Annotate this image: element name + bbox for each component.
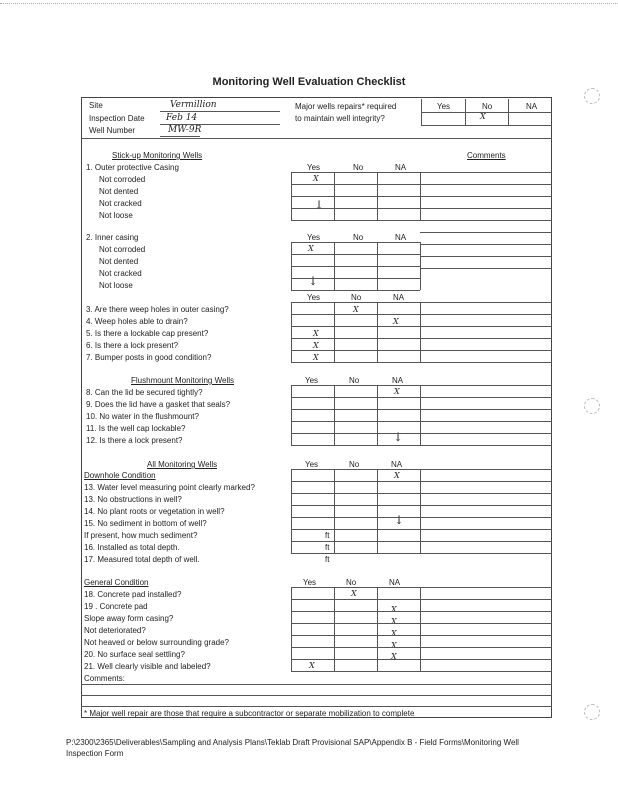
grid-line	[291, 350, 420, 351]
question-5: 5. Is there a lockable cap present?	[86, 329, 209, 338]
mark-arrow: ↓	[394, 513, 405, 527]
grid-line	[291, 469, 420, 470]
inner-item: Not dented	[99, 257, 139, 266]
outer-item: Not dented	[99, 187, 139, 196]
mark-arrow: ↓	[308, 274, 319, 288]
grid-line	[81, 706, 552, 707]
grid-line	[291, 599, 420, 600]
grid-line	[291, 397, 420, 398]
mark-yes: X	[313, 174, 319, 183]
grid-line	[420, 326, 552, 327]
col-na: NA	[395, 163, 407, 172]
col-no: No	[353, 233, 364, 242]
grid-line	[291, 172, 292, 220]
grid-line	[291, 659, 420, 660]
grid-line	[420, 350, 552, 351]
grid-line	[420, 541, 552, 542]
col-na: NA	[391, 460, 403, 469]
stickup-heading: Stick-up Monitoring Wells	[112, 151, 203, 160]
grid-line	[334, 172, 335, 220]
grid-line	[420, 302, 421, 362]
unit-ft: ft	[325, 531, 330, 540]
grid-line	[420, 671, 552, 672]
grid-line	[420, 481, 552, 482]
grid-line	[420, 242, 421, 290]
grid-line	[334, 242, 335, 290]
grid-line	[291, 469, 292, 553]
grid-line	[291, 385, 420, 386]
grid-line	[420, 244, 552, 245]
grid-line	[377, 587, 378, 671]
footer-path: P:\2300\2365\Deliverables\Sampling and Analysis Plans\Teklab Draft Provisional SAP\Appendix B - Field Forms\Monitoring Well Inspection Form	[66, 738, 519, 758]
comments-label: Comments:	[84, 674, 125, 683]
col-na: NA	[393, 293, 405, 302]
grid-line	[420, 635, 552, 636]
question-7: 7. Bumper posts in good condition?	[86, 353, 212, 362]
mark-yes: X	[308, 244, 314, 253]
mark-na: X	[394, 471, 400, 480]
grid-line	[291, 517, 420, 518]
question-18: 18. Concrete pad installed?	[84, 590, 182, 599]
mark-na: X	[393, 317, 399, 326]
grid-line	[291, 172, 420, 173]
grid-line	[377, 385, 378, 445]
question-15: 15. No sediment in bottom of well?	[84, 519, 207, 528]
question-10: 10. No water in the flushmount?	[86, 412, 199, 421]
inner-item: Not cracked	[99, 269, 142, 278]
question-15-sediment: If present, how much sediment?	[84, 531, 198, 540]
question-20: 20. No surface seal settling?	[84, 650, 185, 659]
grid-line	[420, 409, 552, 410]
mark-yes: X	[309, 661, 315, 670]
grid-line	[291, 433, 420, 434]
outer-casing-question: 1. Outer protective Casing	[86, 163, 179, 172]
repairs-col-no: No	[482, 102, 493, 111]
grid-line	[291, 635, 420, 636]
repairs-question-line2: to maintain well integrity?	[295, 114, 385, 123]
grid-line	[377, 242, 378, 290]
grid-line	[81, 695, 552, 696]
grid-line	[420, 385, 552, 386]
grid-line	[291, 421, 420, 422]
question-14: 14. No plant roots or vegetation in well?	[84, 507, 225, 516]
grid-line	[291, 529, 420, 530]
col-yes: Yes	[307, 233, 321, 242]
grid-line	[420, 385, 421, 445]
grid-line	[334, 469, 335, 553]
inspection-date-value: Feb 14	[166, 113, 198, 123]
grid-line	[291, 671, 420, 672]
question-17: 17. Measured total depth of well.	[84, 555, 200, 564]
site-label: Site	[89, 101, 103, 110]
grid-line	[420, 587, 552, 588]
flushmount-heading: Flushmount Monitoring Wells	[131, 376, 235, 385]
punch-hole	[584, 704, 600, 720]
repairs-mark-no: X	[480, 112, 486, 121]
mark-yes: X	[313, 353, 319, 362]
grid-line	[291, 541, 420, 542]
question-19: 19 . Concrete pad	[84, 602, 148, 611]
grid-line	[377, 172, 378, 220]
repairs-grid-line	[421, 112, 552, 113]
grid-line	[420, 268, 552, 269]
col-yes: Yes	[307, 293, 321, 302]
grid-line	[377, 302, 378, 362]
question-13a: 13. Water level measuring point clearly marked?	[84, 483, 255, 492]
grid-line	[291, 611, 420, 612]
punch-hole	[584, 88, 600, 104]
grid-line	[291, 385, 292, 445]
grid-line	[420, 517, 552, 518]
grid-line	[420, 184, 552, 185]
question-21: 21. Well clearly visible and labeled?	[84, 662, 211, 671]
grid-line	[291, 302, 292, 362]
grid-line	[420, 599, 552, 600]
question-16: 16. Installed as total depth.	[84, 543, 180, 552]
inner-item: Not loose	[99, 281, 133, 290]
grid-line	[420, 196, 552, 197]
question-4: 4. Weep holes able to drain?	[86, 317, 188, 326]
grid-line	[291, 445, 420, 446]
grid-line	[420, 433, 552, 434]
col-yes: Yes	[307, 163, 321, 172]
grid-line	[420, 338, 552, 339]
question-19b: Not deteriorated?	[84, 626, 146, 635]
allwells-heading: All Monitoring Wells	[147, 460, 218, 469]
grid-line	[420, 256, 552, 257]
repairs-grid-line	[421, 99, 422, 125]
grid-line	[291, 481, 420, 482]
col-no: No	[349, 376, 360, 385]
mark-na: X	[391, 617, 397, 626]
grid-line	[420, 397, 552, 398]
grid-line	[81, 684, 552, 685]
grid-line	[291, 314, 420, 315]
grid-line	[334, 587, 335, 671]
question-12: 12. Is there a lock present?	[86, 436, 183, 445]
grid-line	[81, 138, 552, 139]
grid-line	[291, 196, 420, 197]
site-underline	[160, 111, 280, 112]
grid-line	[334, 385, 335, 445]
unit-ft: ft	[325, 543, 330, 552]
grid-line	[291, 242, 292, 290]
grid-line	[291, 242, 420, 243]
col-no: No	[349, 460, 360, 469]
mark-no: X	[353, 305, 359, 314]
col-yes: Yes	[305, 376, 319, 385]
grid-line	[420, 469, 552, 470]
mark-no: X	[351, 589, 357, 598]
comments-heading: Comments	[467, 151, 506, 160]
grid-line	[291, 553, 420, 554]
repairs-grid-line	[508, 99, 509, 125]
grid-line	[334, 302, 335, 362]
mark-na: X	[391, 629, 397, 638]
well-number-label: Well Number	[89, 126, 136, 135]
outer-item: Not loose	[99, 211, 133, 220]
grid-line	[420, 302, 552, 303]
scan-edge	[0, 3, 618, 4]
repairs-question-line1: Major wells repairs* required	[295, 102, 397, 111]
grid-line	[420, 232, 552, 233]
grid-line	[291, 266, 420, 267]
grid-line	[420, 208, 552, 209]
grid-line	[291, 505, 420, 506]
repairs-col-na: NA	[526, 102, 538, 111]
grid-line	[291, 493, 420, 494]
grid-line	[420, 623, 552, 624]
repairs-grid-line	[421, 125, 552, 126]
well-number-value: MW-9R	[168, 125, 202, 135]
question-9: 9. Does the lid have a gasket that seals?	[86, 400, 231, 409]
footnote: * Major well repair are those that require a subcontractor or separate mobilization to complete	[84, 709, 415, 718]
outer-item: Not corroded	[99, 175, 146, 184]
grid-line	[420, 529, 552, 530]
question-6: 6. Is there a lock present?	[86, 341, 179, 350]
grid-line	[420, 314, 552, 315]
grid-line	[420, 493, 552, 494]
grid-line	[420, 445, 552, 446]
col-yes: Yes	[303, 578, 317, 587]
grid-line	[291, 278, 420, 279]
grid-line	[291, 338, 420, 339]
question-8: 8. Can the lid be secured tightly?	[86, 388, 203, 397]
grid-line	[291, 409, 420, 410]
question-3: 3. Are there weep holes in outer casing?	[86, 305, 229, 314]
col-na: NA	[389, 578, 401, 587]
question-19c: Not heaved or below surrounding grade?	[84, 638, 229, 647]
grid-line	[291, 647, 420, 648]
mark-yes: X	[313, 329, 319, 338]
grid-line	[420, 505, 552, 506]
col-no: No	[346, 578, 357, 587]
question-19a: Slope away form casing?	[84, 614, 174, 623]
grid-line	[291, 623, 420, 624]
grid-line	[420, 659, 552, 660]
grid-line	[420, 553, 552, 554]
downhole-subheading: Downhole Condition	[84, 471, 156, 480]
question-13b: 13. No obstructions in well?	[84, 495, 182, 504]
col-no: No	[351, 293, 362, 302]
grid-line	[291, 302, 420, 303]
grid-line	[377, 469, 378, 553]
grid-line	[420, 172, 552, 173]
inner-casing-question: 2. Inner casing	[86, 233, 139, 242]
grid-line	[291, 290, 420, 291]
mark-na: X	[391, 652, 397, 661]
repairs-grid-line	[465, 99, 466, 125]
page-title: Monitoring Well Evaluation Checklist	[212, 76, 406, 88]
grid-line	[420, 220, 552, 221]
grid-line	[291, 184, 420, 185]
grid-line	[420, 647, 552, 648]
grid-line	[291, 587, 420, 588]
mark-na: X	[391, 641, 397, 650]
mark-arrow: ↓	[314, 198, 325, 212]
grid-line	[291, 326, 420, 327]
grid-line	[291, 587, 292, 671]
repairs-col-yes: Yes	[437, 102, 451, 111]
col-yes: Yes	[305, 460, 319, 469]
inner-item: Not corroded	[99, 245, 146, 254]
question-11: 11. Is the well cap lockable?	[86, 424, 186, 433]
mark-yes: X	[313, 341, 319, 350]
col-na: NA	[392, 376, 404, 385]
grid-line	[291, 362, 420, 363]
grid-line	[420, 421, 552, 422]
mark-na: X	[391, 605, 397, 614]
col-no: No	[353, 163, 364, 172]
grid-line	[291, 220, 420, 221]
grid-line	[291, 208, 420, 209]
punch-hole	[584, 398, 600, 414]
mark-arrow: ↓	[393, 430, 404, 444]
general-heading: General Condition	[84, 578, 149, 587]
unit-ft: ft	[325, 555, 330, 564]
grid-line	[420, 611, 552, 612]
well-underline	[160, 136, 200, 137]
mark-na: X	[394, 387, 400, 396]
site-value: Vermillion	[170, 100, 217, 110]
grid-line	[420, 362, 552, 363]
inspection-date-label: Inspection Date	[89, 114, 145, 123]
col-na: NA	[395, 233, 407, 242]
grid-line	[291, 254, 420, 255]
outer-item: Not cracked	[99, 199, 142, 208]
